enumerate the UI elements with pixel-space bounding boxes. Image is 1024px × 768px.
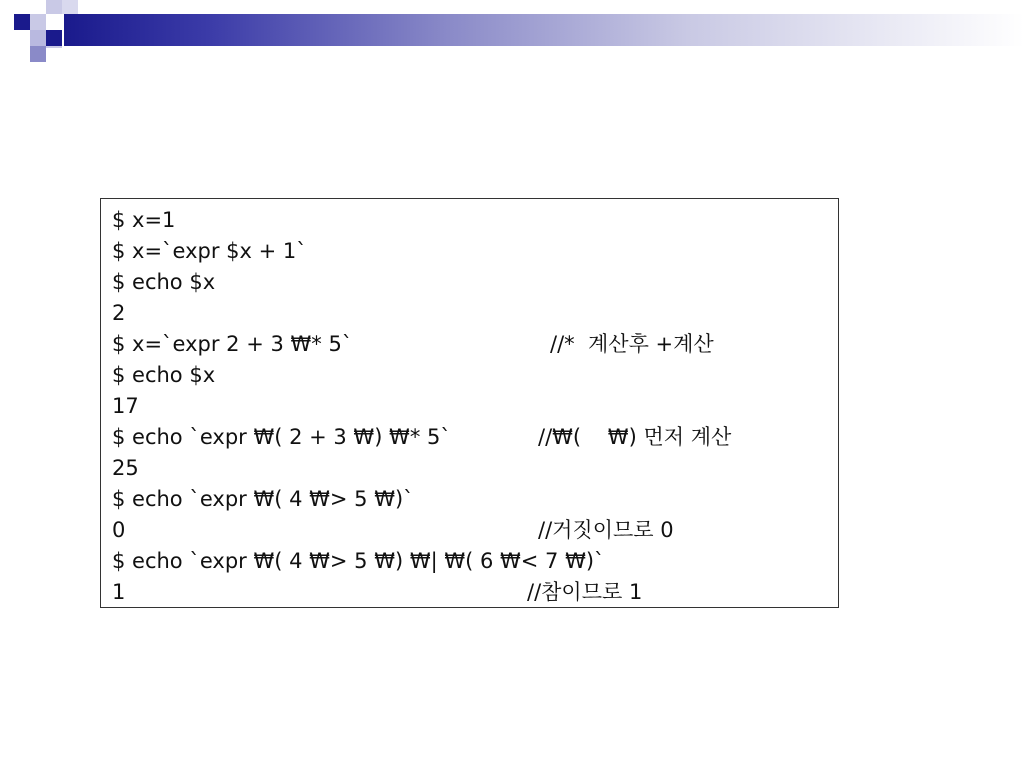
output-text: 0 xyxy=(112,518,126,542)
command-text: $ x=1 xyxy=(112,208,176,232)
deco-square-mid xyxy=(30,30,46,46)
code-line xyxy=(112,329,832,360)
deco-square-dark xyxy=(46,30,62,46)
output-line xyxy=(112,453,832,484)
deco-square-light xyxy=(46,46,62,48)
code-line xyxy=(112,267,832,298)
command-text: $ x=`expr $x + 1` xyxy=(112,239,307,263)
command-text: $ echo `expr ₩( 2 + 3 ₩) ₩* 5` xyxy=(112,425,451,449)
deco-square-light xyxy=(30,14,46,30)
comment-text: //참이므로 1 xyxy=(527,580,643,604)
code-line xyxy=(112,546,832,577)
code-line xyxy=(112,236,832,267)
slide-header-decoration xyxy=(0,0,1024,64)
command-text: $ echo $x xyxy=(112,363,216,387)
code-line xyxy=(112,360,832,391)
output-line xyxy=(112,391,832,422)
comment-text: //₩( ₩) 먼저 계산 xyxy=(538,425,732,449)
deco-square-light xyxy=(46,0,62,14)
output-text: 17 xyxy=(112,394,139,418)
code-line xyxy=(112,484,832,515)
deco-square-dark xyxy=(14,14,30,30)
output-text: 1 xyxy=(112,580,126,604)
command-text: $ x=`expr 2 + 3 ₩* 5` xyxy=(112,332,353,356)
command-text: $ echo `expr ₩( 4 ₩> 5 ₩) ₩| ₩( 6 ₩< 7 ₩)` xyxy=(112,549,605,573)
header-gradient-bar xyxy=(64,14,1024,46)
code-line xyxy=(112,422,832,453)
comment-text: //* 계산후 +계산 xyxy=(550,332,714,356)
output-text: 2 xyxy=(112,301,126,325)
output-line xyxy=(112,515,832,546)
command-text: $ echo `expr ₩( 4 ₩> 5 ₩)` xyxy=(112,487,414,511)
deco-square-mid xyxy=(30,46,46,62)
output-line xyxy=(112,298,832,329)
comment-text: //거짓이므로 0 xyxy=(538,518,674,542)
code-line xyxy=(112,205,832,236)
command-text: $ echo $x xyxy=(112,270,216,294)
output-line xyxy=(112,577,832,608)
deco-square-light xyxy=(62,0,78,14)
code-example-box xyxy=(100,198,839,608)
output-text: 25 xyxy=(112,456,139,480)
